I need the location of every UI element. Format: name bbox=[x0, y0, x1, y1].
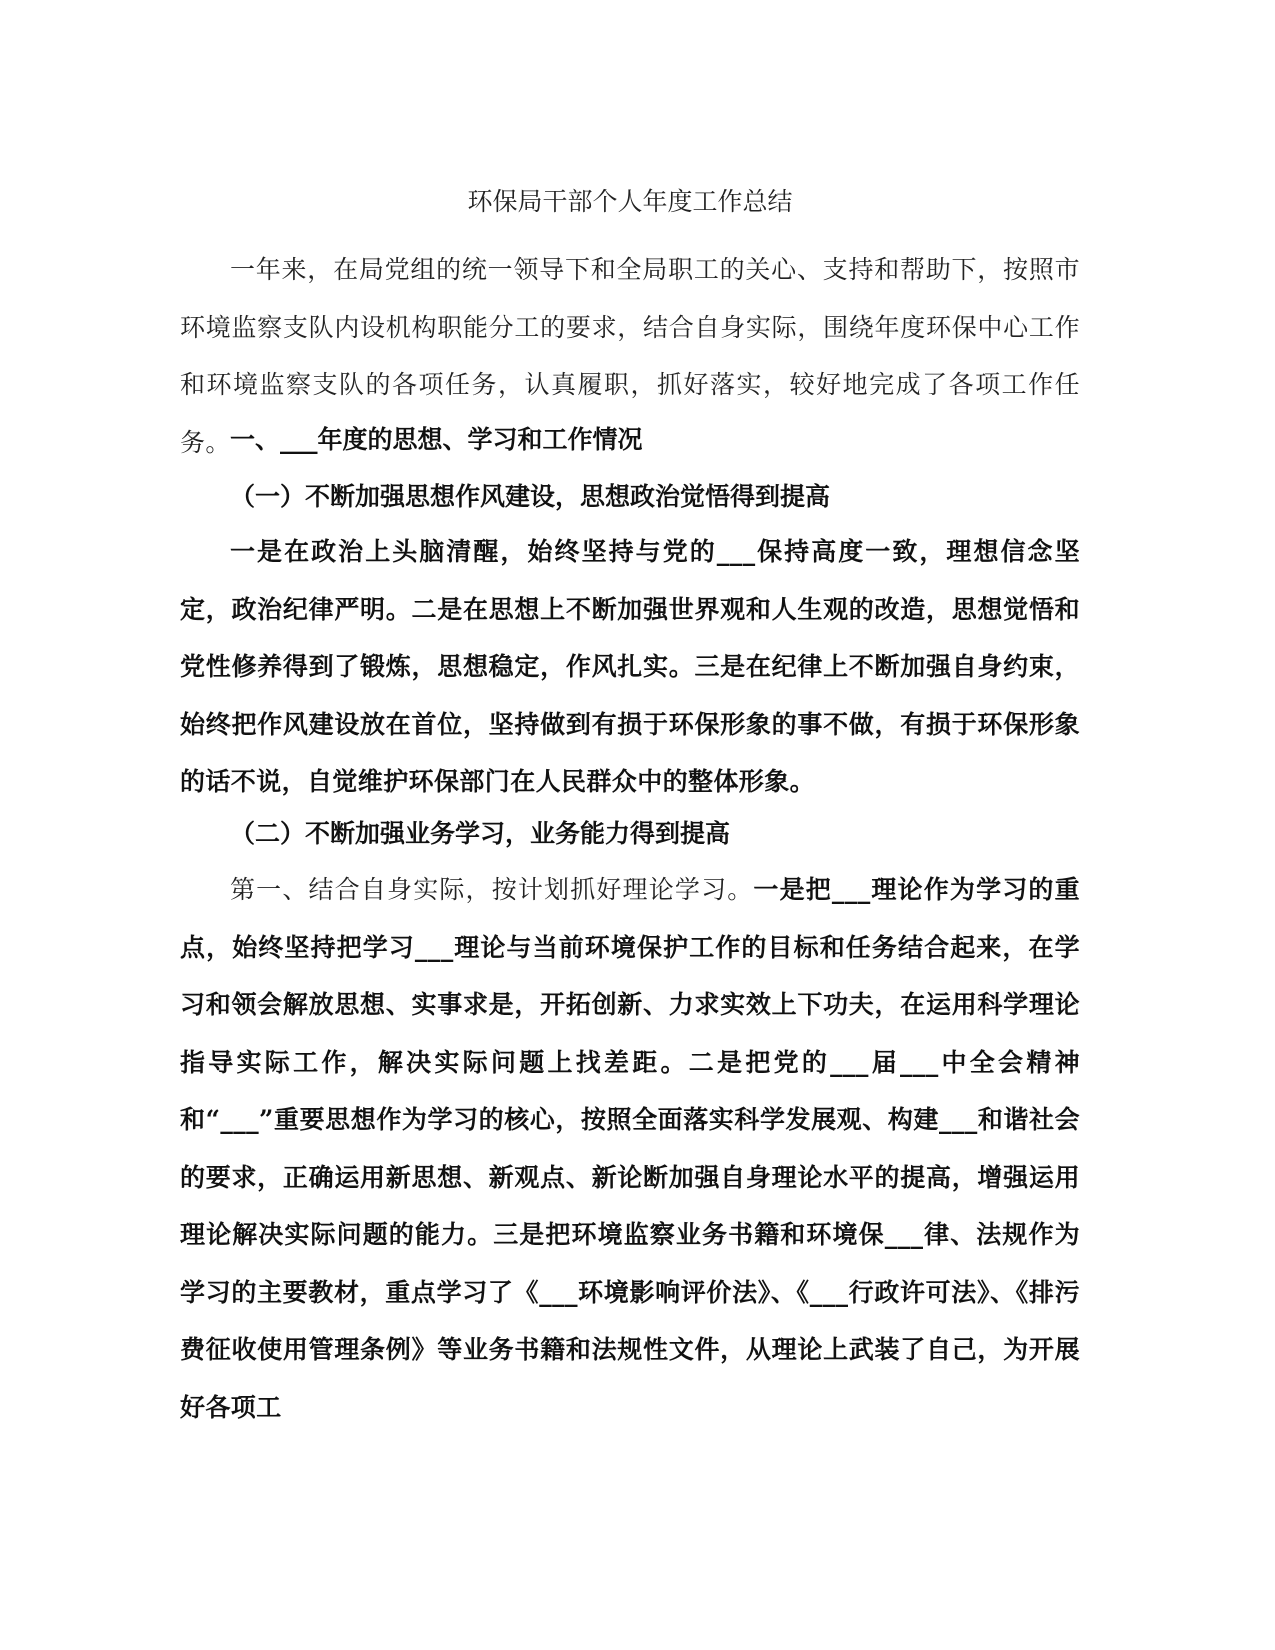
subsection-2-body bbox=[180, 861, 1080, 1436]
subsection-2-lead: 第一、结合自身实际，按计划抓好理论学习。 bbox=[230, 875, 754, 904]
section-heading-1: 一、___年度的思想、学习和工作情况 bbox=[230, 425, 643, 454]
document-page bbox=[180, 0, 1080, 1650]
subsection-2-text: 一是把___理论作为学习的重点，始终坚持把学习___理论与当前环境保护工作的目标和任务结合起来，在学习和领会解放思想、实事求是，开拓创新、力求实效上下功夫，在运用科学理论指导实际工作，解决实际问题上找差距。二是把党的___届___中全会精神和“___”重要思想作为学习的核心，按照全面落实科学发展观、构建___和谐社会的要求，正确运用新思想、新观点、新论断加强自身理论水平的提高，增强运用理论解决实际问题的能力。三是把环境监察业务书籍和环境保___律、法规作为学习的主要教材，重点学习了《___环境影响评价法》、《___行政许可法》、《排污费征收使用管理条例》等业务书籍和法规性文件，从理论上武装了自己，为开展好各项工 bbox=[180, 875, 1080, 1422]
intro-paragraph: 一年来，在局党组的统一领导下和全局职工的关心、支持和帮助下，按照市环境监察支队内设机构职能分工的要求，结合自身实际，围绕年度环保中心工作和环境监察支队的各项任务，认真履职，抓好落实，较好地完成了各项工作任务。 bbox=[180, 255, 1080, 457]
subsection-1-body: 一是在政治上头脑清醒，始终坚持与党的___保持高度一致，理想信念坚定，政治纪律严明。二是在思想上不断加强世界观和人生观的改造，思想觉悟和党性修养得到了锻炼，思想稳定，作风扎实。三是在纪律上不断加强自身约束，始终把作风建设放在首位，坚持做到有损于环保形象的事不做，有损于环保形象的话不说，自觉维护环保部门在人民群众中的整体形象。 bbox=[180, 537, 1080, 796]
subsection-heading-2: （二）不断加强业务学习，业务能力得到提高 bbox=[230, 819, 731, 848]
subsection-heading-1: （一）不断加强思想作风建设，思想政治觉悟得到提高 bbox=[230, 482, 831, 511]
document-title: 环保局干部个人年度工作总结 bbox=[467, 187, 793, 216]
